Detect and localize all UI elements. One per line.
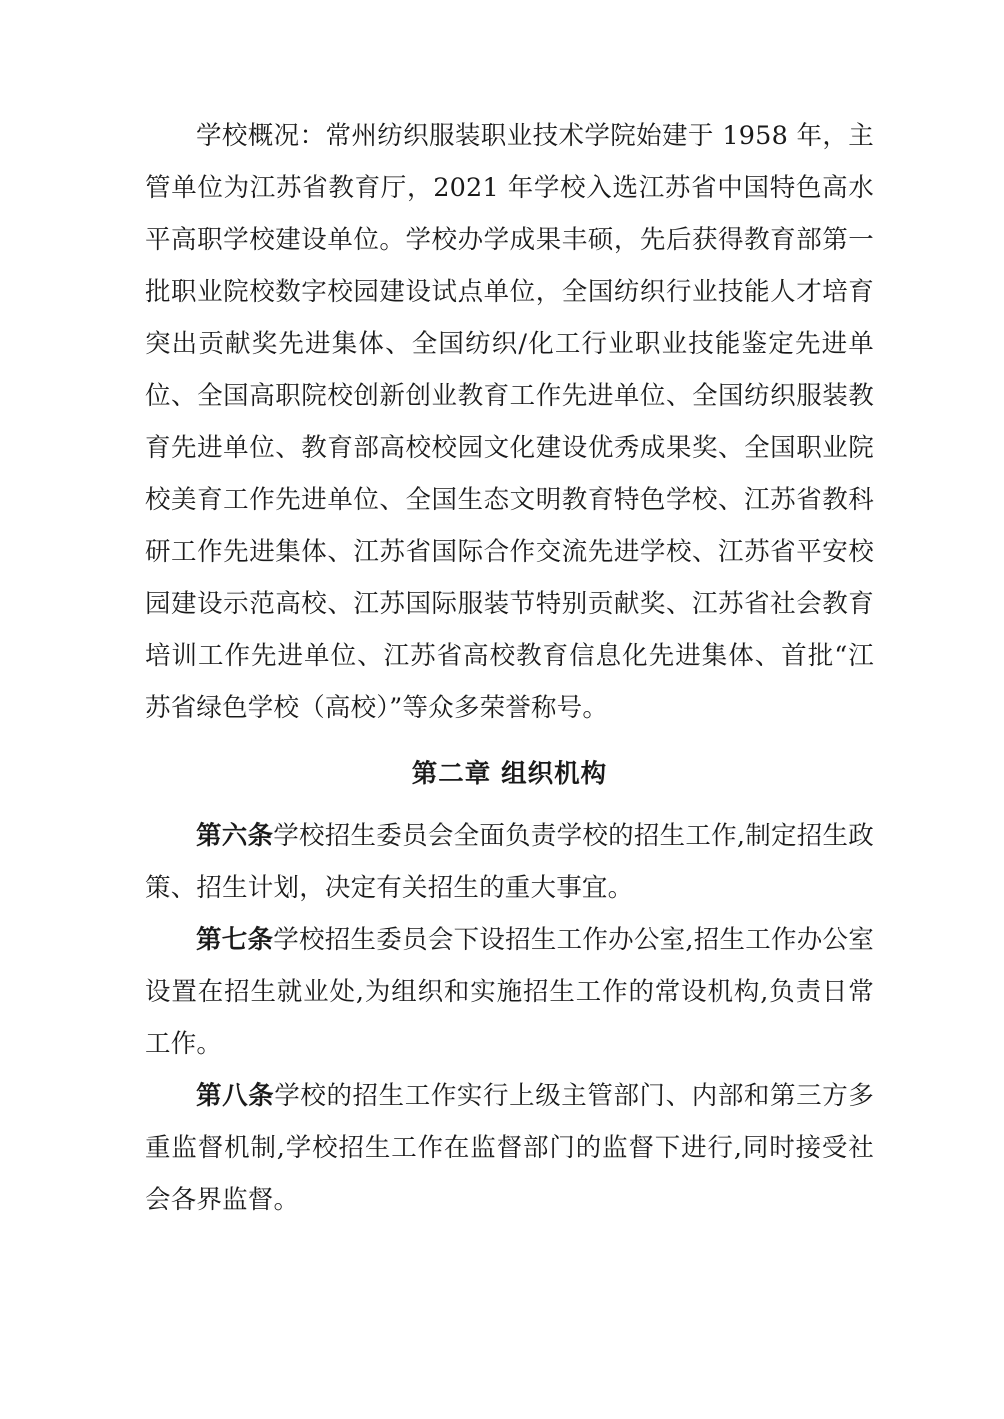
- article-item: [145, 914, 874, 1070]
- article-label: 第八条: [196, 1081, 275, 1111]
- chapter-heading: 第二章 组织机构: [411, 759, 608, 789]
- article-item: [145, 810, 874, 914]
- article-text: 学校招生委员会全面负责学校的招生工作,制定招生政策、招生计划，决定有关招生的重大事宜。: [145, 821, 874, 903]
- article-item: [145, 1070, 874, 1226]
- article-label: 第六条: [196, 821, 274, 851]
- article-text: 学校招生委员会下设招生工作办公室,招生工作办公室设置在招生就业处,为组织和实施招生工作的常设机构,负责日常工作。: [145, 925, 874, 1059]
- paragraph-school-overview: 学校概况：常州纺织服装职业技术学院始建于 1958 年，主管单位为江苏省教育厅，2021 年学校入选江苏省中国特色高水平高职学校建设单位。学校办学成果丰硕，先后获得教育部第一批职业院校数字校园建设试点单位，全国纺织行业技能人才培育突出贡献奖先进集体、全国纺织/化工行业职业技能鉴定先进单位、全国高职院校创新创业教育工作先进单位、全国纺织服装教育先进单位、教育部高校校园文化建设优秀成果奖、全国职业院校美育工作先进单位、全国生态文明教育特色学校、江苏省教科研工作先进集体、江苏省国际合作交流先进学校、江苏省平安校园建设示范高校、江苏国际服装节特别贡献奖、江苏省社会教育培训工作先进单位、江苏省高校教育信息化先进集体、首批“江苏省绿色学校（高校）”等众多荣誉称号。: [145, 121, 874, 723]
- article-text: 学校的招生工作实行上级主管部门、内部和第三方多重监督机制,学校招生工作在监督部门的监督下进行,同时接受社会各界监督。: [145, 1081, 874, 1215]
- article-label: 第七条: [196, 925, 274, 955]
